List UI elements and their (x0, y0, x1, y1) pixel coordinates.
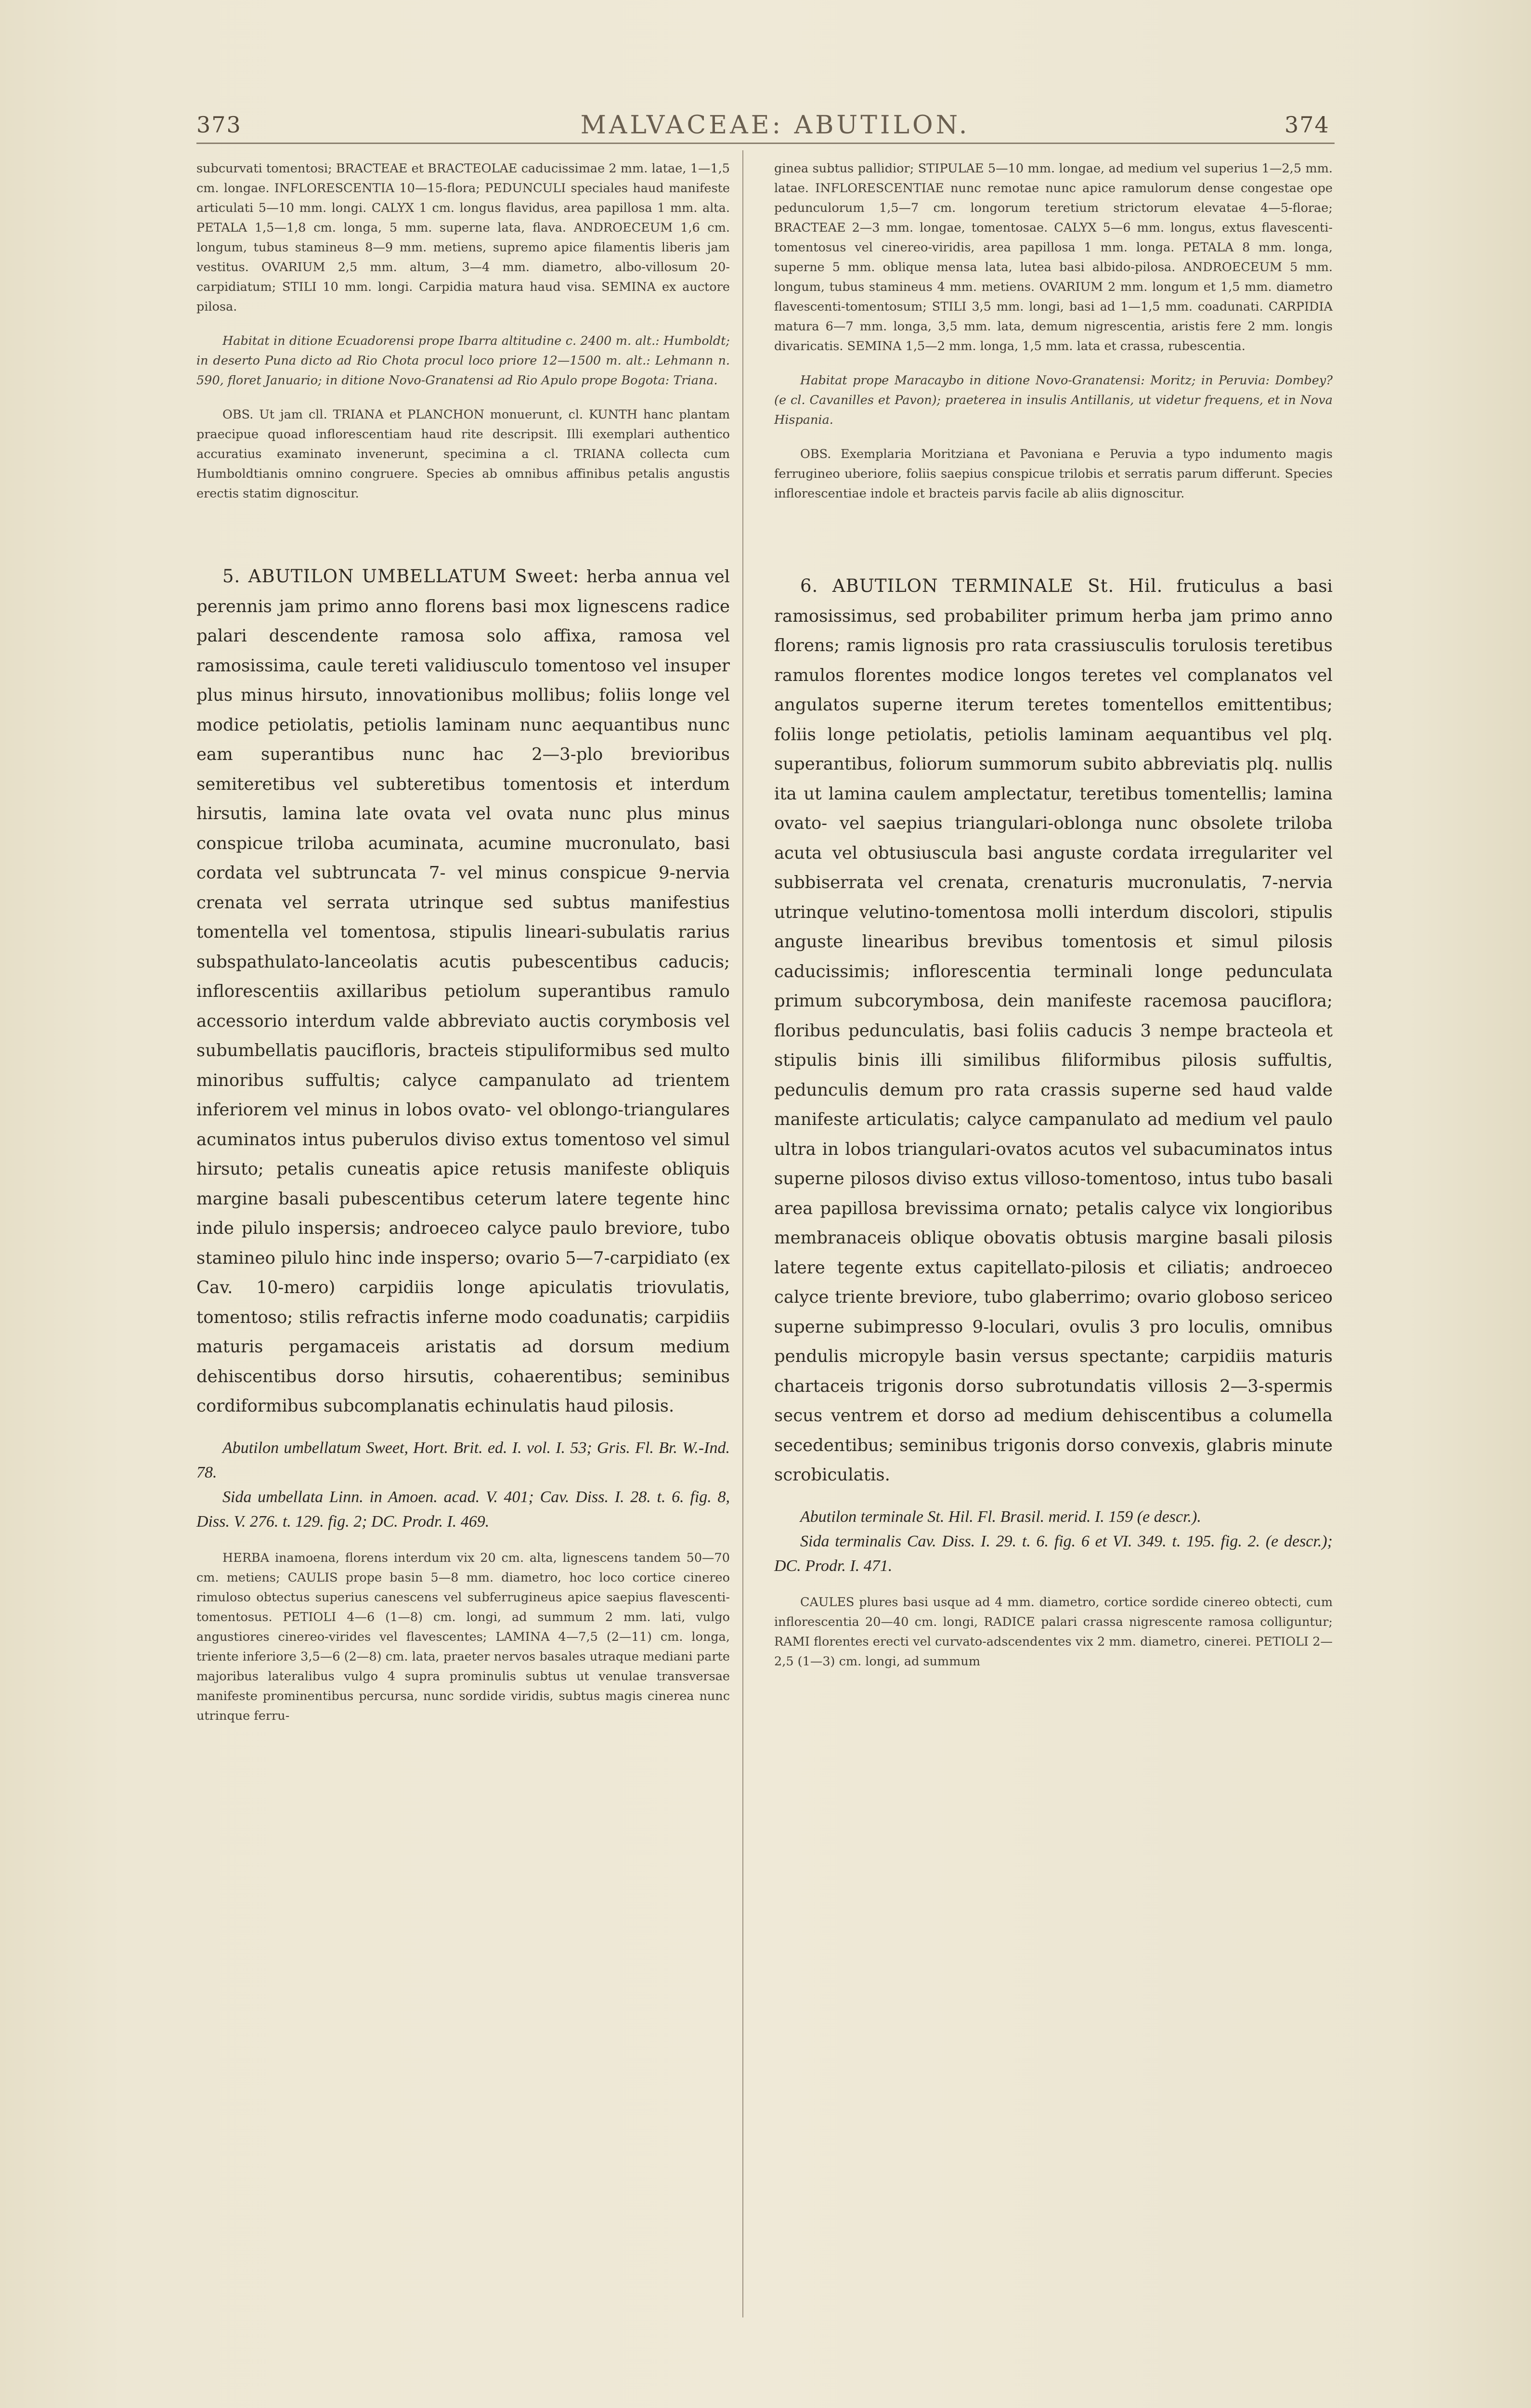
species-5-reference-1: Abutilon umbellatum Sweet, Hort. Brit. ed. I. vol. I. 53; Gris. Fl. Br. W.-Ind. 78. (196, 1439, 730, 1481)
species-6-reference-2: Sida terminalis Cav. Diss. I. 29. t. 6. fig. 6 et VI. 349. t. 195. fig. 2. (e descr.); DC. Prodr. I. 471. (774, 1532, 1333, 1575)
page-number-right: 374 (1284, 112, 1330, 138)
species-6-reference-1: Abutilon terminale St. Hil. Fl. Brasil. merid. I. 159 (e descr.). (800, 1507, 1201, 1526)
column-divider (742, 150, 743, 2317)
left-habitat: Habitat in ditione Ecuadorensi prope Ibarra altitudine c. 2400 m. alt.: Humboldt; in deserto Puna dicto ad Rio Chota procul loco priore 12—1500 m. alt.: Lehmann n. 590, floret Januario; in ditione Novo-Granatensi ad Rio Apulo prope Bogota: Triana. (196, 334, 730, 388)
right-top-description: ginea subtus pallidior; STIPULAE 5—10 mm. longae, ad medium vel superius 1—2,5 mm. latae. INFLORESCENTIAE nunc remotae nunc apice ramulorum dense congestae ope pedunculorum 1,5—7 cm. longorum teretium strictorum elevatae 4—5-florae; BRACTEAE 2—3 mm. longae, tomentosae. CALYX 5—6 mm. longus, extus flavescenti-tomentosus vel cinereo-viridis, area papillosa 1 mm. longa. PETALA 8 mm. longa, superne 5 mm. oblique mensa lata, lutea basi albido-pilosa. ANDROECEUM 5 mm. longum, tubus stamineus 4 mm. metiens. OVARIUM 2 mm. longum et 1,5 mm. diametro flavescenti-tomentosum; STILI 3,5 mm. longi, basi ad 1—1,5 mm. coadunati. CARPIDIA matura 6—7 mm. longa, 3,5 mm. lata, demum nigrescentia, aristis fere 2 mm. longis divaricatis. SEMINA 1,5—2 mm. longa, 1,5 mm. lata et crassa, rubescentia. (774, 161, 1333, 353)
species-6-caules-description: CAULES plures basi usque ad 4 mm. diametro, cortice sordide cinereo obtecti, cum inflorescentia 20—40 cm. longi, RADICE palari crassa nigrescente ramosa colliguntur; RAMI florentes erecti vel curvato-adscendentes vix 2 mm. diametro, cinerei. PETIOLI 2—2,5 (1—3) cm. longi, ad summum (774, 1595, 1333, 1669)
left-observation: OBS. Ut jam cll. TRIANA et PLANCHON monuerunt, cl. KUNTH hanc plantam praecipue quoad inflorescentiam haud rite descripsit. Illi exemplari authentico accuratius examinato invenerunt, specimina a cl. TRIANA collecta cum Humboldtianis omnino congruere. Species ab omnibus affinibus petalis angustis erectis statim dignoscitur. (196, 407, 730, 501)
page-number-left: 373 (196, 112, 242, 138)
right-habitat: Habitat prope Maracaybo in ditione Novo-Granatensi: Moritz; in Peruvia: Dombey? (e cl. Cavanilles et Pavon); praeterea in insulis Antillanis, ut videtur frequens, et in Nova Hispania. (774, 373, 1333, 427)
running-title: MALVACEAE: ABUTILON. (580, 111, 970, 140)
right-column (774, 159, 1333, 1672)
page-header (0, 104, 1531, 147)
species-5-title: 5. ABUTILON UMBELLATUM Sweet: (222, 566, 580, 587)
species-5-description: herba annua vel perennis jam primo anno florens basi mox lignescens radice palari descendente ramosa solo affixa, ramosa vel ramosissima, caule tereti validiusculo tomentoso vel insuper plus minus hirsuto, innovationibus mollibus; foliis longe vel modice petiolatis, petiolis laminam nunc aequantibus nunc eam superantibus nunc hac 2—3-plo brevioribus semiteretibus vel subteretibus tomentosis et interdum hirsutis, lamina late ovata vel ovata nunc plus minus conspicue triloba acuminata, acumine mucronulato, basi cordata vel subtruncata 7- vel minus conspicue 9-nervia crenata vel serrata utrinque sed subtus manifestius tomentella vel tomentosa, stipulis lineari-subulatis rarius subspathulato-lanceolatis acutis pubescentibus caducis; inflorescentiis axillaribus petiolum superantibus ramulo accessorio interdum valde abbreviato auctis corymbosis vel subumbellatis paucifloris, bracteis stipuliformibus sed multo minoribus suffultis; calyce campanulato ad trientem inferiorem vel minus in lobos ovato- vel oblongo-triangulares acuminatos intus puberulos diviso extus tomentoso vel simul hirsuto; petalis cuneatis apice retusis manifeste obliquis margine basali pubescentibus ceterum latere tegente hinc inde pilulo inspersis; androeceo calyce paulo breviore, tubo stamineo pilulo hinc inde insperso; ovario 5—7-carpidiato (ex Cav. 10-mero) carpidiis longe apiculatis triovulatis, tomentoso; stilis refractis inferne modo coadunatis; carpidiis maturis pergamaceis aristatis ad dorsum medium dehiscentibus dorso hirsutis, cohaerentibus; seminibus cordiformibus subcomplanatis echinulatis haud pilosis. (196, 567, 730, 1416)
species-6-description: fruticulus a basi ramosissimus, sed probabiliter primum herba jam primo anno florens; ramis lignosis pro rata crassiusculis torulosis teretibus ramulos florentes modice longos teretes vel complanatos vel angulatos superne iterum teretes tomentellos emittentibus; foliis longe petiolatis, petiolis laminam aequantibus vel plq. superantibus, foliorum summorum subito abbreviatis plq. nullis ita ut lamina caulem amplectatur, teretibus tomentellis; lamina ovato- vel saepius triangulari-oblonga nunc obsolete triloba acuta vel obtusiuscula basi anguste cordata irregulariter vel subbiserrata vel crenata, crenaturis mucronulatis, 7-nervia utrinque velutino-tomentosa molli interdum discolori, stipulis anguste linearibus brevibus tomentosis et simul pilosis caducissimis; inflorescentia terminali longe pedunculata primum subcorymbosa, dein manifeste racemosa pauciflora; floribus pedunculatis, basi foliis caducis 3 nempe bracteola et stipulis binis illi similibus filiformibus pilosis suffultis, pedunculis demum pro rata crassis superne sed haud valde manifeste articulatis; calyce campanulato ad medium vel paulo ultra in lobos triangulari-ovatos acutos vel subacuminatos intus superne pilosos diviso extus villoso-tomentoso, intus tubo basali area papillosa brevissima ornato; petalis calyce vix longioribus membranaceis oblique obovatis obtusis margine basali pilosis latere tegente extus capitellato-pilosis et ciliatis; androeceo calyce triente breviore, tubo glaberrimo; ovario globoso sericeo superne subimpresso 9-loculari, ovulis 3 pro loculis, omnibus pendulis micropyle basin versus spectante; carpidiis maturis chartaceis trigonis dorso subrotundatis villosis 2—3-spermis secus ventrem et dorso ad medium dehiscentibus a columella secedentibus; seminibus trigonis dorso convexis, glabris minute scrobiculatis. (774, 576, 1333, 1485)
species-5-herba-description: HERBA inamoena, florens interdum vix 20 cm. alta, lignescens tandem 50—70 cm. metiens; CAULIS prope basin 5—8 mm. diametro, hoc loco cortice cinereo rimuloso obtectus superius canescens vel subferrugineus apice saepius flavescenti-tomentosus. PETIOLI 4—6 (1—8) cm. longi, ad summum 2 mm. lati, vulgo angustiores cinereo-virides vel flavescentes; LAMINA 4—7,5 (2—11) cm. longa, triente inferiore 3,5—6 (2—8) cm. lata, praeter nervos basales utraque mediani parte majoribus lateralibus vulgo 4 supra prominulis subtus ut venulae transversae manifeste prominentibus percursa, nunc sordide viridis, subtus magis cinerea nunc utrinque ferru- (196, 1550, 730, 1723)
species-5-text (196, 562, 730, 1421)
species-6-title: 6. ABUTILON TERMINALE St. Hil. (800, 576, 1163, 596)
right-observation: OBS. Exemplaria Moritziana et Pavoniana e Peruvia a typo indumento magis ferrugineo uberiore, foliis saepius conspicue trilobis et serratis parum differunt. Species inflorescentiae indole et bracteis parvis facile ab aliis dignoscitur. (774, 447, 1333, 501)
species-5-reference-2: Sida umbellata Linn. in Amoen. acad. V. 401; Cav. Diss. I. 28. t. 6. fig. 8, Diss. V. 276. t. 129. fig. 2; DC. Prodr. I. 469. (196, 1488, 730, 1531)
header-rule (196, 143, 1335, 144)
species-6-text (774, 571, 1333, 1490)
left-column (196, 159, 730, 1726)
left-top-description: subcurvati tomentosi; BRACTEAE et BRACTEOLAE caducissimae 2 mm. latae, 1—1,5 cm. longae. INFLORESCENTIA 10—15-flora; PEDUNCULI speciales haud manifeste articulati 5—10 mm. longi. CALYX 1 cm. longus flavidus, area papillosa 1 mm. alta. PETALA 1,5—1,8 cm. longa, 5 mm. superne lata, flava. ANDROECEUM 1,6 cm. longum, tubus stamineus 8—9 mm. metiens, supremo apice filamentis liberis jam vestitus. OVARIUM 2,5 mm. altum, 3—4 mm. diametro, albo-villosum 20-carpidiatum; STILI 10 mm. longi. Carpidia matura haud visa. SEMINA ex auctore pilosa. (196, 161, 730, 314)
